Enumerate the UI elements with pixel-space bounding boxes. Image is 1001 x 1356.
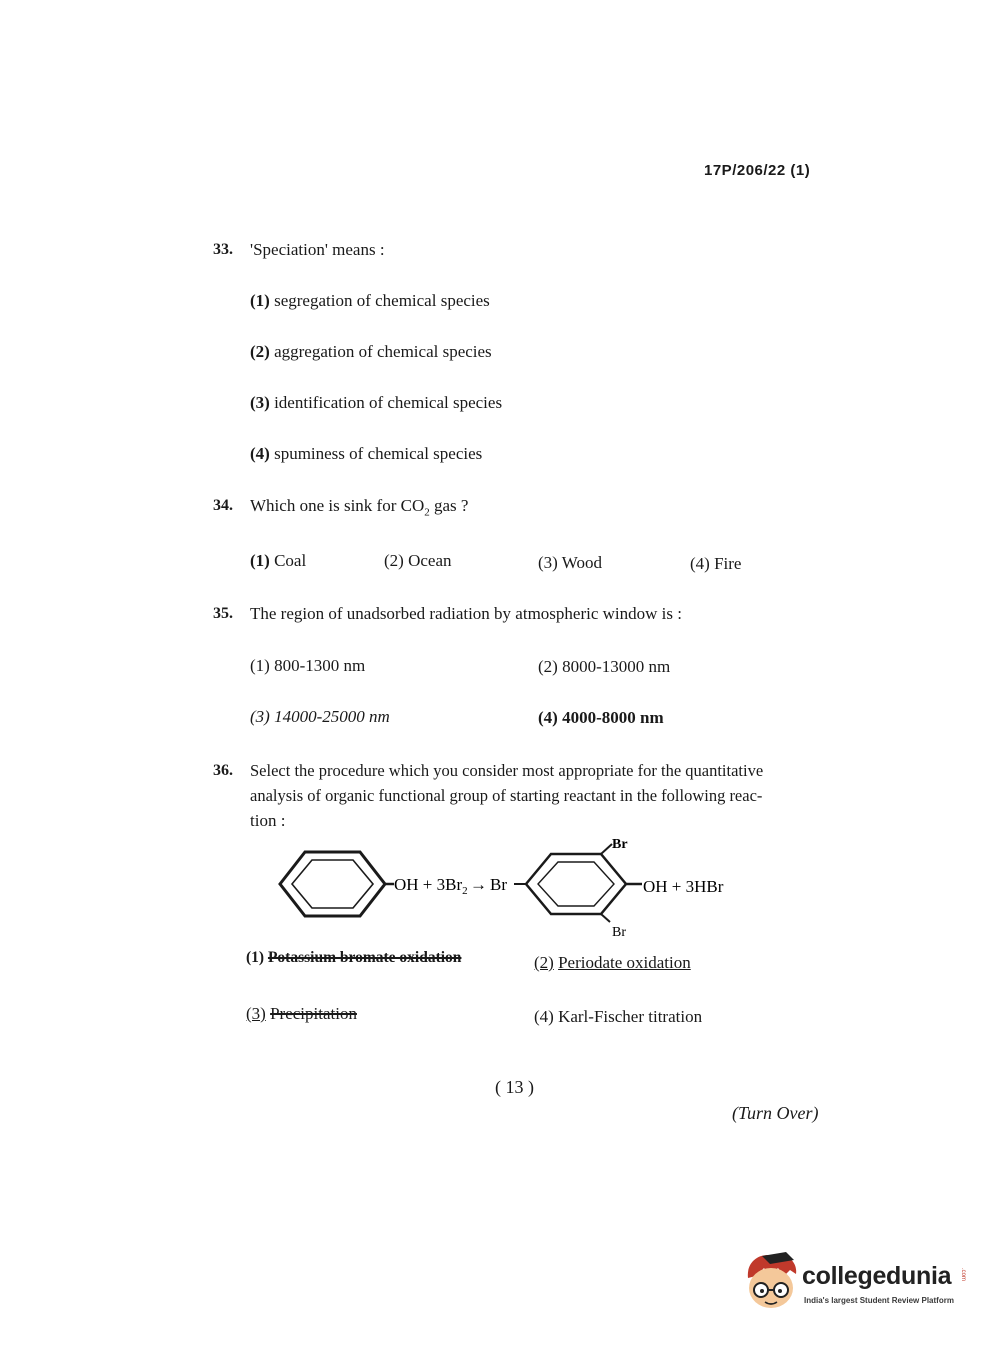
turn-over-label: (Turn Over) [732,1103,819,1123]
subscript: 2 [424,506,430,519]
benzene-ring-product [526,854,626,914]
option-number: (3) [538,553,558,572]
option-number: (1) [250,291,270,310]
option-text: Wood [561,553,602,572]
option-1 [246,949,461,967]
option-1 [250,656,365,676]
reactant-label: OH + $3Br_2$ [394,875,468,897]
option-3 [250,393,502,413]
option-number: (2) [250,342,270,361]
option-2 [534,953,691,973]
reaction-arrow: → [470,875,487,894]
brand-name: collegedunia [802,1262,952,1290]
bond-line [601,844,612,854]
option-number: (4) [690,554,710,573]
benzene-ring-reactant [280,852,385,916]
option-2 [384,551,452,571]
option-text: Ocean [408,551,452,570]
option-text: Potassium bromate oxidation [267,949,462,966]
question-text-tail: gas ? [429,496,469,515]
option-3 [250,707,390,727]
option-1 [250,291,490,311]
option-4 [690,554,741,574]
option-text: aggregation of chemical species [274,342,492,361]
bond-line [601,914,610,922]
option-number: (1) [250,551,270,570]
option-number: (4) [538,708,558,727]
reaction-diagram [270,832,740,947]
page-number: ( 13 ) [495,1077,534,1097]
question-text [250,496,468,518]
question-number: 35. [213,605,233,622]
option-text: 4000-8000 nm [562,708,664,727]
document-code: 17P/206/22 (1) [704,162,811,179]
option-text: Periodate oxidation [558,953,691,972]
option-text: 800-1300 nm [274,656,366,675]
option-text: 8000-13000 nm [562,657,671,676]
option-number: (1) [246,949,265,966]
option-text: identification of chemical species [274,393,503,412]
question-text-line-1: Select the procedure which you consider most appropriate for the quantitative [250,761,764,780]
bromine-bottom: Br [612,925,626,940]
option-number: (3) [250,393,270,412]
question-text-line-2: analysis of organic functional group of starting reactant in the following reac- [250,786,763,805]
option-text: Karl-Fischer titration [558,1007,703,1026]
option-text: segregation of chemical species [274,291,490,310]
mascot-icon [740,1250,802,1312]
option-number: (4) [534,1007,554,1026]
question-number: 33. [213,241,233,258]
brand-tagline: India's largest Student Review Platform [804,1296,954,1305]
question-text-main: Which one is sink for CO [250,496,425,515]
option-number: (3) [246,1004,266,1023]
question-text-line-3: tion : [250,811,286,830]
question-number: 34. [213,497,233,514]
option-1 [250,551,306,571]
option-number: (2) [534,953,554,972]
option-text: Fire [714,554,742,573]
option-number: (1) [250,656,270,675]
option-3 [246,1004,357,1024]
option-2 [250,342,492,362]
question-text: The region of unadsorbed radiation by atmospheric window is : [250,604,682,623]
brand-logo [740,1250,970,1320]
bromine-top: Br [612,837,628,852]
option-2 [538,657,670,677]
option-number: (4) [250,444,270,463]
option-number: (2) [538,657,558,676]
option-number: (2) [384,551,404,570]
product-label: OH + 3HBr [643,877,724,896]
option-text: Precipitation [270,1004,357,1023]
option-4 [250,444,482,464]
question-number: 36. [213,762,233,779]
question-text: 'Speciation' means : [250,240,385,259]
option-4 [534,1007,702,1027]
option-3 [538,553,602,573]
option-text: spuminess of chemical species [274,444,483,463]
option-number: (3) [250,707,270,726]
option-text: Coal [274,551,307,570]
option-text: 14000-25000 nm [274,707,390,726]
brand-com: .com [960,1268,966,1282]
option-4 [538,708,664,728]
bromine-left: Br [490,875,507,894]
